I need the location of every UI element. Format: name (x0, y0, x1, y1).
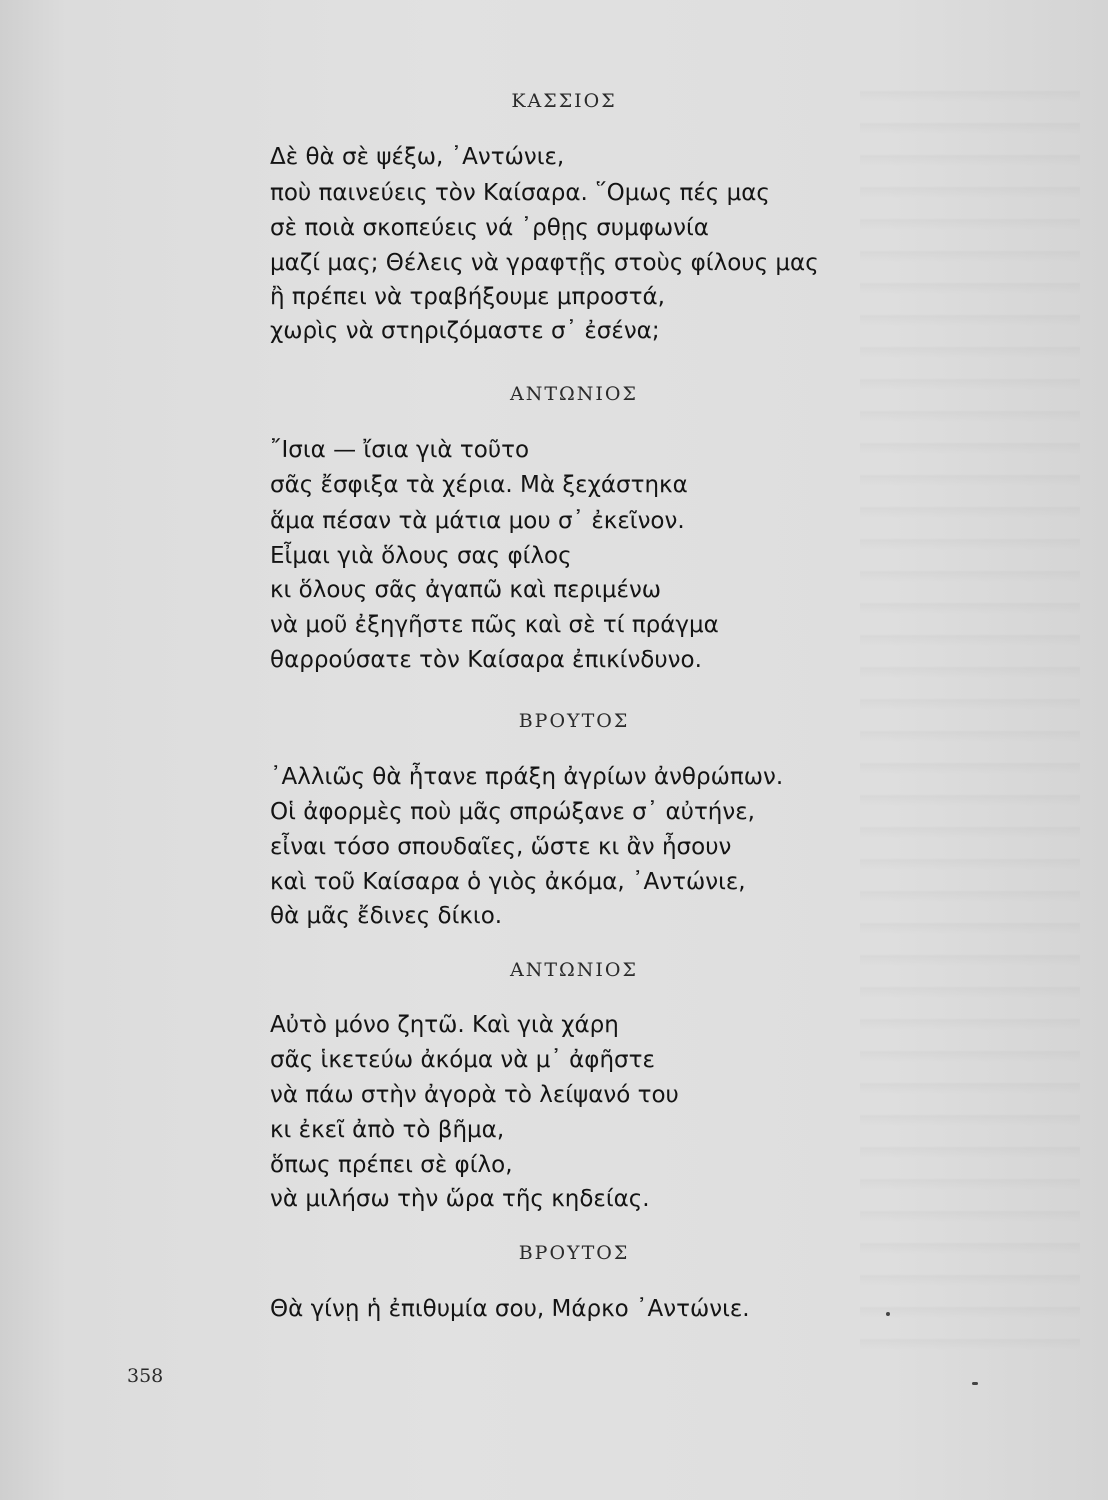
verse-line: κι ἐκεῖ ἀπὸ τὸ βῆμα, (270, 1117, 505, 1143)
verse-line: θαρρούσατε τὸν Καίσαρα ἐπικίνδυνο. (270, 647, 702, 673)
verse-line: Αὐτὸ μόνο ζητῶ. Καὶ γιὰ χάρη (270, 1012, 619, 1038)
verse-line: σᾶς ἔσφιξα τὰ χέρια. Μὰ ξεχάστηκα (270, 472, 688, 498)
verse-line: καὶ τοῦ Καίσαρα ὁ γιὸς ἀκόμα, ᾿Αντώνιε, (270, 869, 746, 895)
verse-line: νὰ μοῦ ἐξηγῆστε πῶς καὶ σὲ τί πράγμα (270, 612, 719, 638)
verse-line: Εἶμαι γιὰ ὅλους σας φίλος (270, 543, 572, 569)
ink-speck (972, 1382, 978, 1385)
verse-line: ἢ πρέπει νὰ τραβήξουμε μπροστά, (270, 284, 665, 310)
verse-line: νὰ μιλήσω τὴν ὥρα τῆς κηδείας. (270, 1186, 650, 1212)
verse-line: ῎Ισια — ἴσια γιὰ τοῦτο (270, 437, 530, 463)
verse-line: ᾿Αλλιῶς θὰ ἦτανε πράξη ἀγρίων ἀνθρώπων. (270, 764, 784, 790)
page-number: 358 (127, 1365, 164, 1387)
verse-line: εἶναι τόσο σπουδαῖες, ὥστε κι ἂν ἦσουν (270, 834, 732, 860)
verse-line: κι ὅλους σᾶς ἀγαπῶ καὶ περιμένω (270, 577, 662, 603)
verse-line: σᾶς ἱκετεύω ἀκόμα νὰ μ᾿ ἀφῆστε (270, 1047, 655, 1073)
speaker-name: ΒΡΟΥΤΟΣ (518, 1242, 630, 1264)
speaker-name: ΚΑΣΣΙΟΣ (511, 90, 617, 112)
speaker-name: ΒΡΟΥΤΟΣ (518, 710, 630, 732)
verse-line: Θὰ γίνῃ ἡ ἐπιθυμία σου, Μάρκο ᾿Αντώνιε. (270, 1296, 750, 1322)
verse-line: χωρὶς νὰ στηριζόμαστε σ᾿ ἐσένα; (270, 318, 660, 344)
verse-line: Δὲ θὰ σὲ ψέξω, ᾿Αντώνιε, (270, 144, 565, 170)
speaker-name: ΑΝΤΩΝΙΟΣ (510, 383, 638, 405)
verse-line: ποὺ παινεύεις τὸν Καίσαρα. ῞Ομως πές μας (270, 180, 770, 206)
verse-line: νὰ πάω στὴν ἀγορὰ τὸ λείψανό του (270, 1082, 679, 1108)
verse-line: Οἱ ἀφορμὲς ποὺ μᾶς σπρώξανε σ᾿ αὐτήνε, (270, 799, 755, 825)
verse-line: θὰ μᾶς ἔδινες δίκιο. (270, 903, 503, 929)
ink-speck (886, 1312, 890, 1316)
verse-line: σὲ ποιὰ σκοπεύεις νά ᾿ρθῃς συμφωνία (270, 215, 709, 241)
verse-line: ὅπως πρέπει σὲ φίλο, (270, 1152, 513, 1178)
verse-line: μαζί μας; Θέλεις νὰ γραφτῇς στοὺς φίλους μας (270, 250, 819, 276)
speaker-name: ΑΝΤΩΝΙΟΣ (510, 959, 638, 981)
verse-line: ἅμα πέσαν τὰ μάτια μου σ᾿ ἐκεῖνον. (270, 508, 685, 534)
